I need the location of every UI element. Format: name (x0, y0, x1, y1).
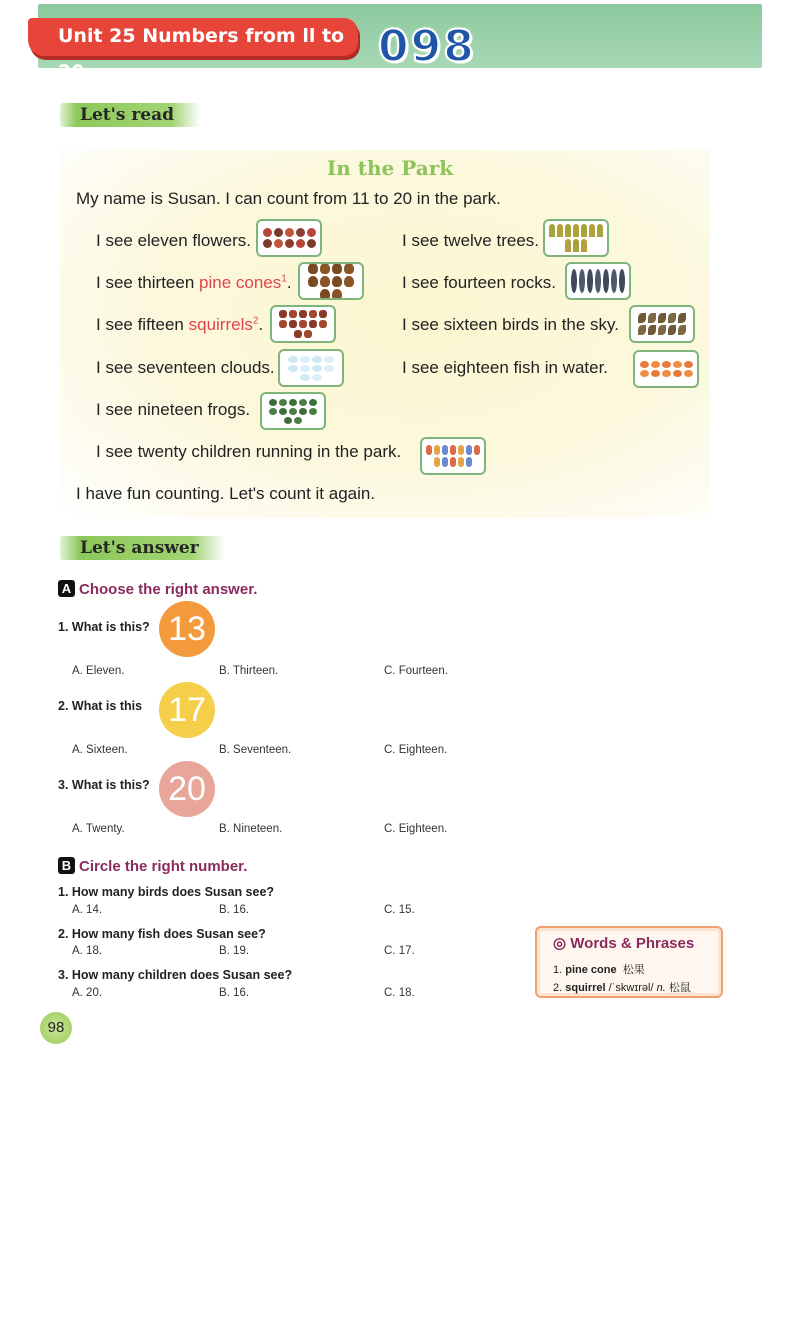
line-flowers: I see eleven flowers. (96, 231, 251, 250)
word-1-chinese: 松果 (622, 964, 645, 976)
option-b2-c[interactable]: C. 17. (384, 945, 415, 957)
part-b-heading-text: Circle the right number. (79, 858, 248, 875)
word-2-pos: n. (656, 982, 666, 994)
story-title: In the Park (326, 156, 454, 180)
word-1-term: pine cone (565, 964, 617, 976)
number-disc-20: 20 (159, 761, 215, 817)
option-a2-b[interactable]: B. Seventeen. (219, 744, 292, 756)
option-a1-c[interactable]: C. Fourteen. (384, 665, 448, 677)
question-b2: 2. How many fish does Susan see? (58, 927, 266, 941)
line-birds: I see sixteen birds in the sky. (402, 315, 620, 334)
unit-title: Unit 25 Numbers from ll to 20 (28, 18, 358, 56)
part-b-badge: B (58, 857, 75, 874)
question-a3: 3. What is this? (58, 778, 150, 792)
option-a2-c[interactable]: C. Eighteen. (384, 744, 448, 756)
option-b3-a[interactable]: A. 20. (72, 987, 103, 999)
flowers-picture (256, 219, 322, 257)
option-b1-b[interactable]: B. 16. (219, 904, 250, 916)
option-b2-b[interactable]: B. 19. (219, 945, 250, 957)
story-intro: My name is Susan. I can count from 11 to 20 in the park. (76, 189, 501, 208)
squirrels-lead: I see fifteen (96, 315, 189, 334)
trees-picture (543, 219, 609, 257)
clouds-picture (278, 349, 344, 387)
line-pine-cones (96, 273, 292, 293)
option-a1-b[interactable]: B. Thirteen. (219, 665, 279, 677)
line-rocks: I see fourteen rocks. (402, 273, 557, 292)
word-2-term: squirrel (565, 982, 606, 994)
part-a-badge: A (58, 580, 75, 597)
frogs-picture (260, 392, 326, 430)
line-children: I see twenty children running in the park. (96, 442, 402, 461)
option-a2-a[interactable]: A. Sixteen. (72, 744, 128, 756)
children-picture (420, 437, 486, 475)
page-code: 098 (378, 21, 476, 72)
words-phrases-title (553, 934, 694, 952)
option-a1-a[interactable]: A. Eleven. (72, 665, 125, 677)
pine-cones-word: pine cones (199, 273, 282, 292)
question-b3: 3. How many children does Susan see? (58, 968, 293, 982)
fish-picture (633, 350, 699, 388)
squirrels-note: 2 (252, 315, 259, 327)
number-disc-13: 13 (159, 601, 215, 657)
question-b1: 1. How many birds does Susan see? (58, 885, 275, 899)
lets-read-label: Let's read (60, 103, 200, 127)
line-fish: I see eighteen fish in water. (402, 358, 609, 377)
squirrels-word: squirrels (188, 315, 253, 334)
squirrels-picture (270, 305, 336, 343)
lets-answer-label: Let's answer (60, 536, 225, 560)
word-2-chinese: 松鼠 (668, 982, 691, 994)
word-2-num: 2. (553, 982, 563, 994)
option-b1-c[interactable]: C. 15. (384, 904, 415, 916)
part-a-heading (58, 580, 257, 598)
word-pine-cone (553, 961, 645, 977)
option-b3-b[interactable]: B. 16. (219, 987, 250, 999)
word-1-num: 1. (553, 964, 563, 976)
question-a1: 1. What is this? (58, 620, 150, 634)
option-b1-a[interactable]: A. 14. (72, 904, 103, 916)
line-trees: I see twelve trees. (402, 231, 540, 250)
pine-cones-lead: I see thirteen (96, 273, 200, 292)
story-outro: I have fun counting. Let's count it again. (76, 484, 376, 503)
option-a3-a[interactable]: A. Twenty. (72, 823, 125, 835)
pine-cones-note: 1 (281, 273, 287, 285)
option-a3-c[interactable]: C. Eighteen. (384, 823, 448, 835)
bullseye-icon: ◎ (553, 935, 567, 952)
page-number: 98 (40, 1012, 72, 1044)
option-a3-b[interactable]: B. Nineteen. (219, 823, 283, 835)
birds-picture (629, 305, 695, 343)
word-squirrel (553, 979, 691, 995)
line-frogs: I see nineteen frogs. (96, 400, 251, 419)
word-2-phonetic: /ˈskwɪrəl/ (608, 982, 654, 994)
pine-cones-picture (298, 262, 364, 300)
line-clouds: I see seventeen clouds. (96, 358, 275, 377)
words-phrases-box (535, 926, 723, 998)
pine-cones-end: . (286, 273, 292, 292)
part-b-heading (58, 857, 247, 875)
line-squirrels (96, 315, 263, 335)
option-b3-c[interactable]: C. 18. (384, 987, 415, 999)
number-disc-17: 17 (159, 682, 215, 738)
words-phrases-heading: Words & Phrases (570, 935, 695, 952)
option-b2-a[interactable]: A. 18. (72, 945, 103, 957)
squirrels-end: . (258, 315, 264, 334)
part-a-heading-text: Choose the right answer. (79, 581, 258, 598)
rocks-picture (565, 262, 631, 300)
question-a2: 2. What is this (58, 699, 143, 713)
